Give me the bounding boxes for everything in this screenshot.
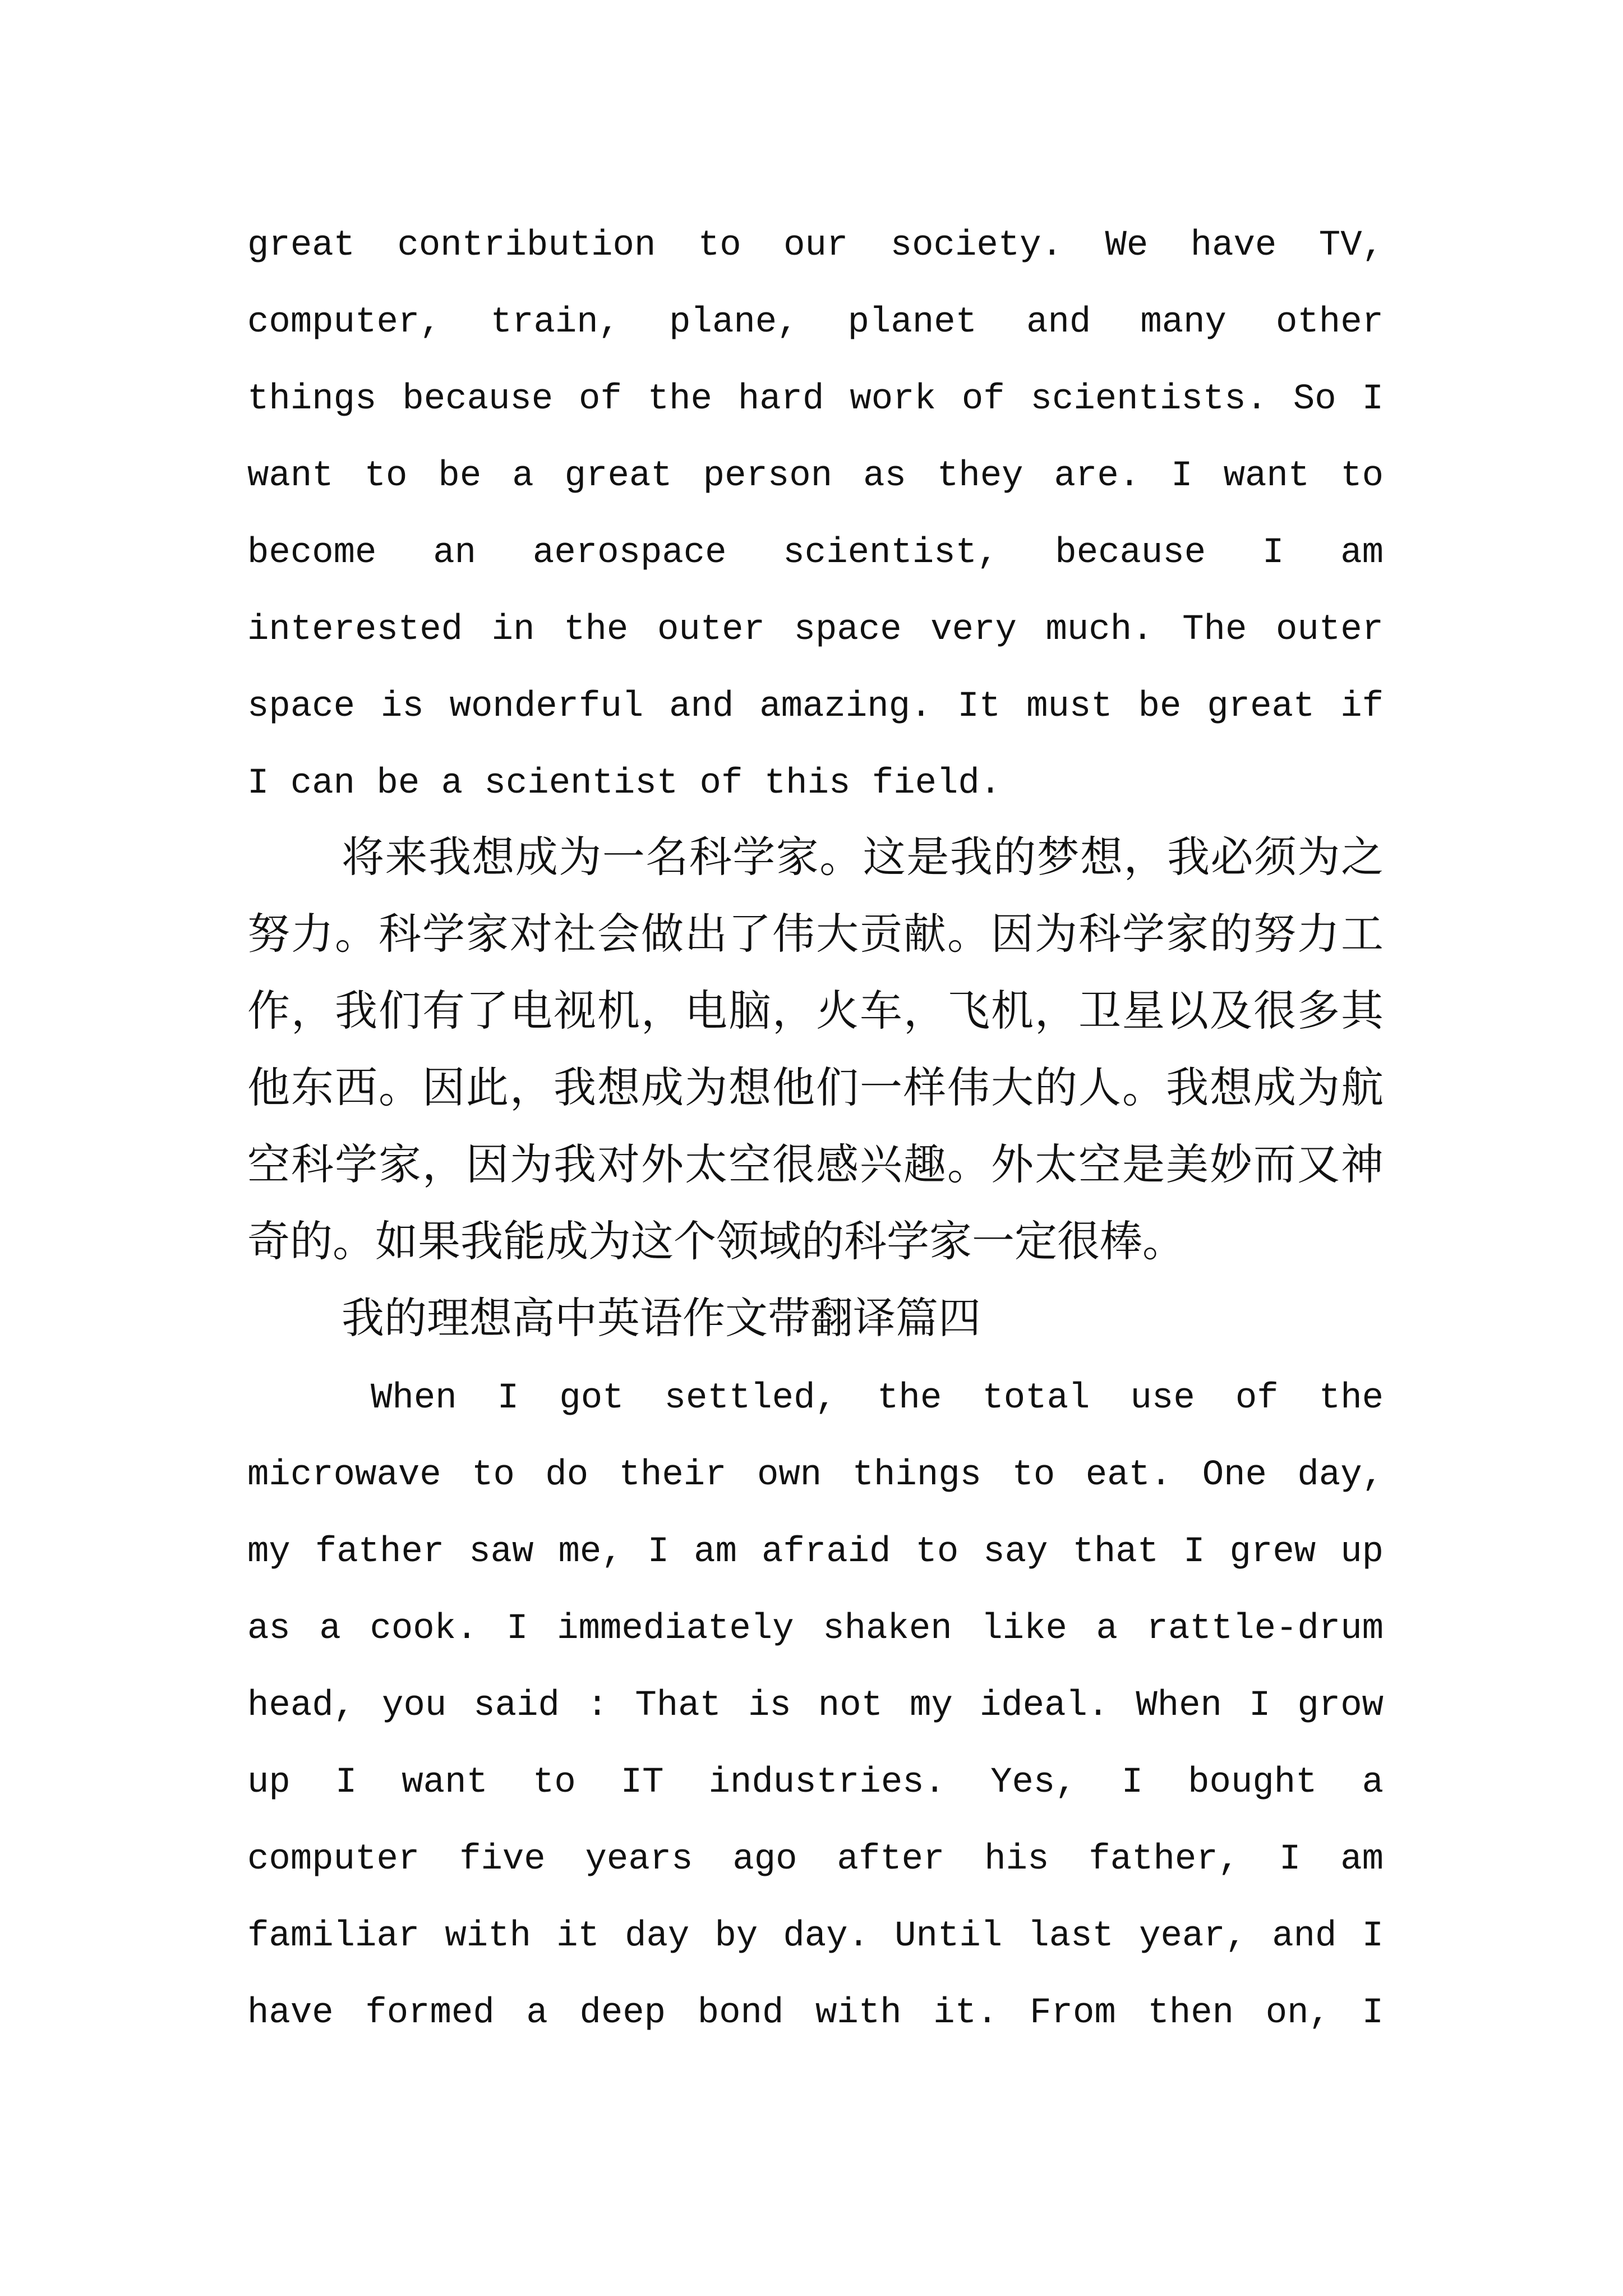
text-line: I can be a scientist of this field. xyxy=(247,763,1002,804)
section-heading: 我的理想高中英语作文带翻译篇四 xyxy=(342,1297,981,1346)
text-line: 作，我们有了电视机，电脑，火车，飞机，卫星以及很多其 xyxy=(247,990,1384,1038)
text-line: 将来我想成为一名科学家。这是我的梦想，我必须为之 xyxy=(342,836,1384,885)
text-line: 他东西。因此，我想成为想他们一样伟大的人。我想成为航 xyxy=(247,1067,1384,1115)
text-line: up I want to IT industries. Yes, I bought a xyxy=(247,1763,1384,1803)
text-line: interested in the outer space very much. The outer xyxy=(247,610,1384,650)
text-line: 努力。科学家对社会做出了伟大贡献。因为科学家的努力工 xyxy=(247,913,1384,961)
text-line: things because of the hard work of scientists. So I xyxy=(247,379,1384,420)
text-line: computer, train, plane, planet and many other xyxy=(247,302,1384,343)
text-line: great contribution to our society. We have TV, xyxy=(247,226,1384,266)
text-line: head, you said : That is not my ideal. When I grow xyxy=(247,1686,1384,1726)
text-line: microwave to do their own things to eat. One day, xyxy=(247,1455,1384,1496)
text-line: 空科学家，因为我对外太空很感兴趣。外太空是美妙而又神 xyxy=(247,1144,1384,1192)
text-line: as a cook. I immediately shaken like a rattle-drum xyxy=(247,1609,1384,1649)
text-line: become an aerospace scientist, because I am xyxy=(247,533,1384,573)
text-line: computer five years ago after his father, I am xyxy=(247,1839,1384,1880)
text-line: have formed a deep bond with it. From then on, I xyxy=(247,1993,1384,2033)
text-line: When I got settled, the total use of the xyxy=(371,1378,1384,1419)
text-line: my father saw me, I am afraid to say that I grew up xyxy=(247,1532,1384,1572)
text-line: familiar with it day by day. Until last year, and I xyxy=(247,1916,1384,1957)
text-line: 奇的。如果我能成为这个领域的科学家一定很棒。 xyxy=(247,1221,1185,1269)
text-line: want to be a great person as they are. I want to xyxy=(247,456,1384,496)
text-line: space is wonderful and amazing. It must be great if xyxy=(247,687,1384,727)
